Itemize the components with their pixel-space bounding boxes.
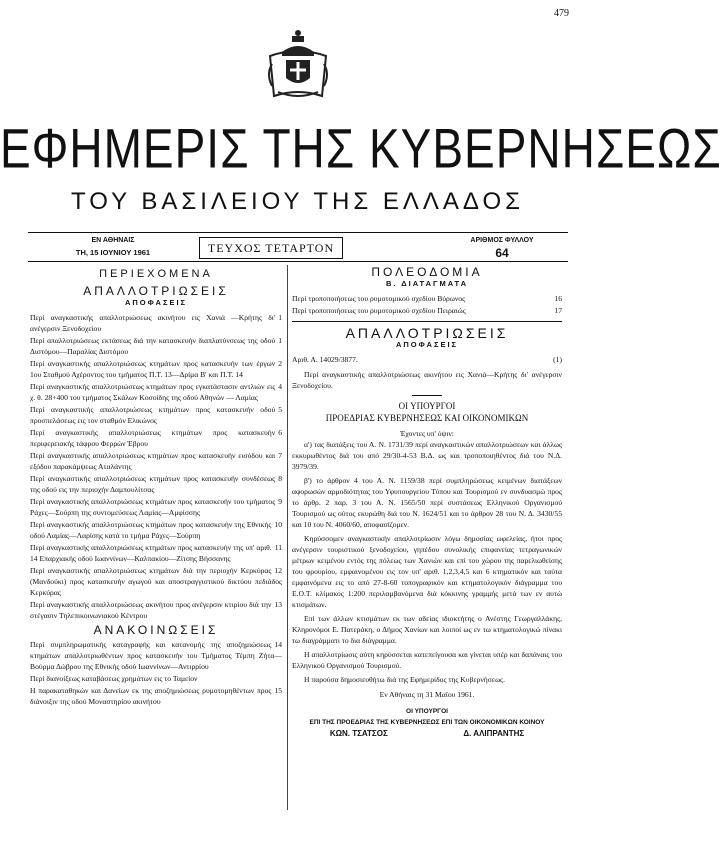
urban-planning-entry [292,305,562,316]
issue-place-date [58,235,168,259]
main-section-subtitle: ΑΠΟΦΑΣΕΙΣ [395,340,459,349]
urban-planning-list [292,293,562,316]
contents-entry [30,673,282,684]
contents-entry [30,335,282,357]
page-reference: 4 [278,382,282,391]
paragraph-d: Επί των άλλων κτισμάτων εκ των αδείας ιδιοκτήτης ο Ανέστης Γεωργαλλάκης, Κληρονόμοι Ε. Πατεράκη, ο Δήμος Χανίων και λοιποί ως εν τω κτηματολογικώ πίνακι τω διαγράμματι το δια διάγραμμα. [292,614,562,645]
page-number: 479 [554,8,569,19]
date-line: Εν Αθήναις τη 31 Μαΐου 1961. [379,690,475,699]
page-reference: 10 [274,520,282,529]
entry-text: Περί αναγκαστικής απαλλοτριώσεως ακινήτου εις Χανιά —Κρήτης δι' ανέγερσιν Ξενοδοχείου [30,313,276,333]
entry-text: Περί τροποποιήσεως του ρυμοτομικού σχεδίου Βύρωνος [292,294,466,303]
entry-text: Περί διανοίξεως καταβάσεως χρημάτων εις το Ταμείον [30,674,198,683]
gazette-title: ΕΦΗΜΕΡΙΣ ΤΗΣ ΚΥΒΕΡΝΗΣΕΩΣ [0,117,722,180]
paragraph-f: Η παρούσα δημοσιευθήτω διά της Εφημερίδος της Κυβερνήσεως. [304,675,505,684]
contents-entry [30,381,282,403]
page-reference: 1 [278,313,282,322]
contents-list-announcements [30,639,282,707]
entry-text: Περί αναγκαστικής απαλλοτριώσεως κτημάτων προς κατασκευήν περιφερειακής τάφρου Φερρών Έβρου [30,428,276,448]
entry-text: Περί αναγκαστικής απαλλοτριώσεως κτημάτων προς κατασκευήν εισόδου και εξόδου παρακάμψεως Αταλάντης [30,451,276,471]
page-reference: 2 [278,359,282,368]
page-reference: 16 [554,294,562,303]
page-reference: 8 [278,474,282,483]
contents-list-expropriations [30,312,282,621]
paragraph-a: α') τας διατάξεις του Α. Ν. 1731/39 περί αναγκαστικών απαλλοτριώσεων και άλλως εκκυρωθέντος διά του από 29/30-4-53 Β.Δ. ως και τροποποιηθέντος διά του Ν.Δ. 3979/39. [292,440,562,471]
contents-entry [30,312,282,334]
contents-section-announcements: ΑΝΑΚΟΙΝΩΣΕΙΣ [93,623,219,637]
signature-heading: ΟΙ ΥΠΟΥΡΓΟΙ [406,708,448,715]
issue-date: ΤΗ, 15 ΙΟΥΝΙΟΥ 1961 [75,248,151,257]
entry-text: Περί αναγκαστικής απαλλοτριώσεως ακινήτου προς ανέγερσιν κτιρίου διά την στέγασιν Τηλεπικοινωνιακού Κέντρου [30,600,272,620]
entry-text: Περί αναγκαστικής απαλλοτριώσεως κτημάτων προς κατασκευήν της υπ' αριθ. 14 Επαρχιακής οδού Ιωαννίνων—Καλπακίου—Ζίτσης Βήσσανης [30,543,272,563]
urban-planning-subtitle: Β. ΔΙΑΤΑΓΜΑΤΑ [385,279,468,288]
royal-coat-of-arms-emblem [262,22,334,102]
paragraph-e: Η απαλλοτρίωσις αύτη κηρύσσεται κατεπείγουσα και γίνεται υπέρ και δαπάναις του Ελληνικού Οργανισμού Τουρισμού. [292,650,562,670]
page-reference: 6 [278,428,282,437]
contents-entry [30,473,282,495]
entry-text: Περί συμπληρωματικής καταγραφής και κατανομής της αποζημιώσεως κτημάτων απαλλοτριωθέντων προς κατασκευήν του Τμήματος Τέμπη Ζήτα—Βούρμα Δώβρου της Εθνικής οδού Ιωαννίνων—Αντιρρίου [30,640,282,671]
entry-text: Περί απαλλοτριώσεως εκτάσεως διά την κατασκευήν διαπλατύνσεως της οδού Διστόμου—Παραλίας Διστόμου [30,336,276,356]
page-reference: 12 [274,566,282,575]
page-reference: 1 [278,336,282,345]
sheet-number: 64 [495,246,509,260]
header-rule-top [28,232,568,233]
decision-mark: (1) [553,355,562,364]
contents-entry [30,450,282,472]
main-section-title: ΑΠΑΛΛΟΤΡΙΩΣΕΙΣ [345,325,509,341]
contents-entry [30,496,282,518]
paragraph-b: β') το άρθρον 4 του Α. Ν. 1159/38 περί συμπληρώσεως κειμένων διατάξεων αφορωσών αρμοδιότητας του Υφυπουργείου Τύπου και Τουρισμού εν συνδυασμώ προς το άρθρ. 2 παρ. 3 του Α. Ν. 1565/50 περί συστάσεως Ελληνικού Οργανισμού Τουρισμού ως ούτος εκυρώθη διά του Ν. 1624/51 και το άρθρον 28 του Ν. Δ. 3430/55 και 10 του Ν. 4060/60, αποφασίζομεν. [292,476,562,529]
entry-text: Περί αναγκαστικής απαλλοτριώσεως κτημάτων προς κατασκευήν των έργων 1ου Σταθμού Αχέροντος του τμήματος Π.Τ. 13—Δρίμα Β' και Π.Τ. 14 [30,359,276,379]
short-divider [412,395,442,396]
issue-place: ΕΝ ΑΘΗΝΑΙΣ [91,237,135,244]
page-reference: 13 [274,600,282,609]
contents-entry [30,358,282,380]
urban-planning-entry [292,293,562,304]
issue-volume: ΤΕΥΧΟΣ ΤΕΤΑΡΤΟΝ [199,237,343,259]
signers [292,728,562,739]
contents-entry [30,404,282,426]
entry-text: Περί αναγκαστικής απαλλοτριώσεως κτημάτων προς κατασκευήν οδού προσπελάσεως εις τον σταθμόν Ελικώνος [30,405,276,425]
paragraph-c: Κηρύσσομεν αναγκαστικήν απαλλοτρίωσιν λόγω δημοσίας ωφελείας, ήτοι προς ανέγερσιν τουριστικού ξενοδοχείου, γηπέδου συνολικής επιφανείας τετραγωνικών μέτρων κειμένου εντός της πόλεως των Χανιών και επί του χώρου της παρελιωθείσης του φρουρίου, εμφαινομένου εις τον υπ' αριθ. 1,2,3,4,5 και 6 κτηματικόν και ταύτα εμφαινόμενα εις το από 27-8-60 τοπογραφικόν και κτηματολογικόν διάγραμμα του Ε.Ο.Τ. κλίμακος 1:200 περιλαμβανόμενα διά κόκκινης γραμμής μετά των εν αυτώ κτισμάτων. [292,534,562,609]
contents-entry [30,542,282,564]
contents-entry [30,599,282,621]
contents-section-expropriations: ΑΠΑΛΛΟΤΡΙΩΣΕΙΣ [83,284,229,298]
gazette-subtitle: ΤΟΥ ΒΑΣΙΛΕΙΟΥ ΤΗΣ ΕΛΛΑΔΟΣ [71,188,524,215]
section-rule [292,321,562,322]
main-column [292,265,562,739]
having-regard: Έχοντες υπ' όψιν: [400,429,454,438]
decision-number: Αριθ. Α. 14029/3877. [292,355,358,364]
page-reference: 14 [274,640,282,649]
decision-subject: Περί αναγκαστικής απαλλοτριώσεως ακινήτου εις Χανιά—Κρήτης δι' ανέγερσιν Ξενοδοχείου. [292,370,562,390]
contents-entry [30,519,282,541]
contents-entry [30,685,282,707]
entry-text: Η παρακαταθηκών και Δανείων εκ της αποζημιώσεως ρυμοτομηθέντων προς διάνοιξιν της οδού Μοναστηρίου ακινήτου [30,686,272,706]
column-divider [287,265,288,810]
decision-header [292,354,562,365]
signature-line: ΕΠΙ ΤΗΣ ΠΡΟΕΔΡΙΑΣ ΤΗΣ ΚΥΒΕΡΝΗΣΕΩΣ ΕΠΙ ΤΩΝ ΟΙΚΟΝΟΜΙΚΩΝ ΚΟΙΝΟΥ [309,719,545,726]
page-reference: 15 [274,686,282,695]
page-reference: 17 [554,306,562,315]
contents-entry [30,427,282,449]
entry-text: Περί αναγκαστικής απαλλοτριώσεως κτημάτων διά την περιοχήν Κερκύρας (Μανδούκι) προς κατασκευήν αγωγού και αποστραγγιστικού δικτύου πεδιάδος Κερκύρας [30,566,282,597]
signer-2: Δ. ΑΛΙΠΡΑΝΤΗΣ [463,729,525,738]
header-rule-bottom [28,261,568,262]
entry-text: Περί αναγκαστικής απαλλοτριώσεως κτημάτων προς κατασκευήν του τμήματος Ράχες—Σούρπη της συντομεύσεως Λαμίας—Αμφίσσης [30,497,276,517]
contents-heading: ΠΕΡΙΕΧΟΜΕΝΑ [99,268,213,280]
entry-text: Περί αναγκαστικής απαλλοτριώσεως κτημάτων προς κατασκευήν συνδέσεως της οδού εις την περιοχήν Δαμπουλίτσας [30,474,276,494]
ministers-heading: ΟΙ ΥΠΟΥΡΓΟΙ ΠΡΟΕΔΡΙΑΣ ΚΥΒΕΡΝΗΣΕΩΣ ΚΑΙ ΟΙΚΟΝΟΜΙΚΩΝ [325,401,529,423]
page-reference: 7 [278,451,282,460]
contents-section-decisions: ΑΠΟΦΑΣΕΙΣ [124,298,188,307]
urban-planning-title: ΠΟΛΕΟΔΟΜΙΑ [371,265,483,279]
entry-text: Περί αναγκαστικής απαλλοτριώσεως κτημάτων προς εγκατάστασιν αντλιών εις χ. θ. 28+400 του τμήματος Σκάλων Κοσοίδης της οδού Αθηνών — Λαμίας [30,382,276,402]
entry-text: Περί αναγκαστικής απαλλοτριώσεως κτημάτων προς κατασκευήν της Εθνικής οδού Λαμίας—Λαρίσης κατά το τμήμα Ράχες—Σούρπη [30,520,272,540]
sheet-number-label: ΑΡΙΘΜΟΣ ΦΥΛΛΟΥ [470,237,534,244]
signer-1: ΚΩΝ. ΤΣΑΤΣΟΣ [329,729,388,738]
contents-entry [30,565,282,598]
page-reference: 5 [278,405,282,414]
contents-entry [30,639,282,672]
sheet-number-block [462,235,542,259]
contents-column [30,265,282,708]
entry-text: Περί τροποποιήσεως του ρυμοτομικού σχεδίου Πειραιώς [292,306,466,315]
page-reference: 9 [278,497,282,506]
page-reference: 11 [274,543,282,552]
